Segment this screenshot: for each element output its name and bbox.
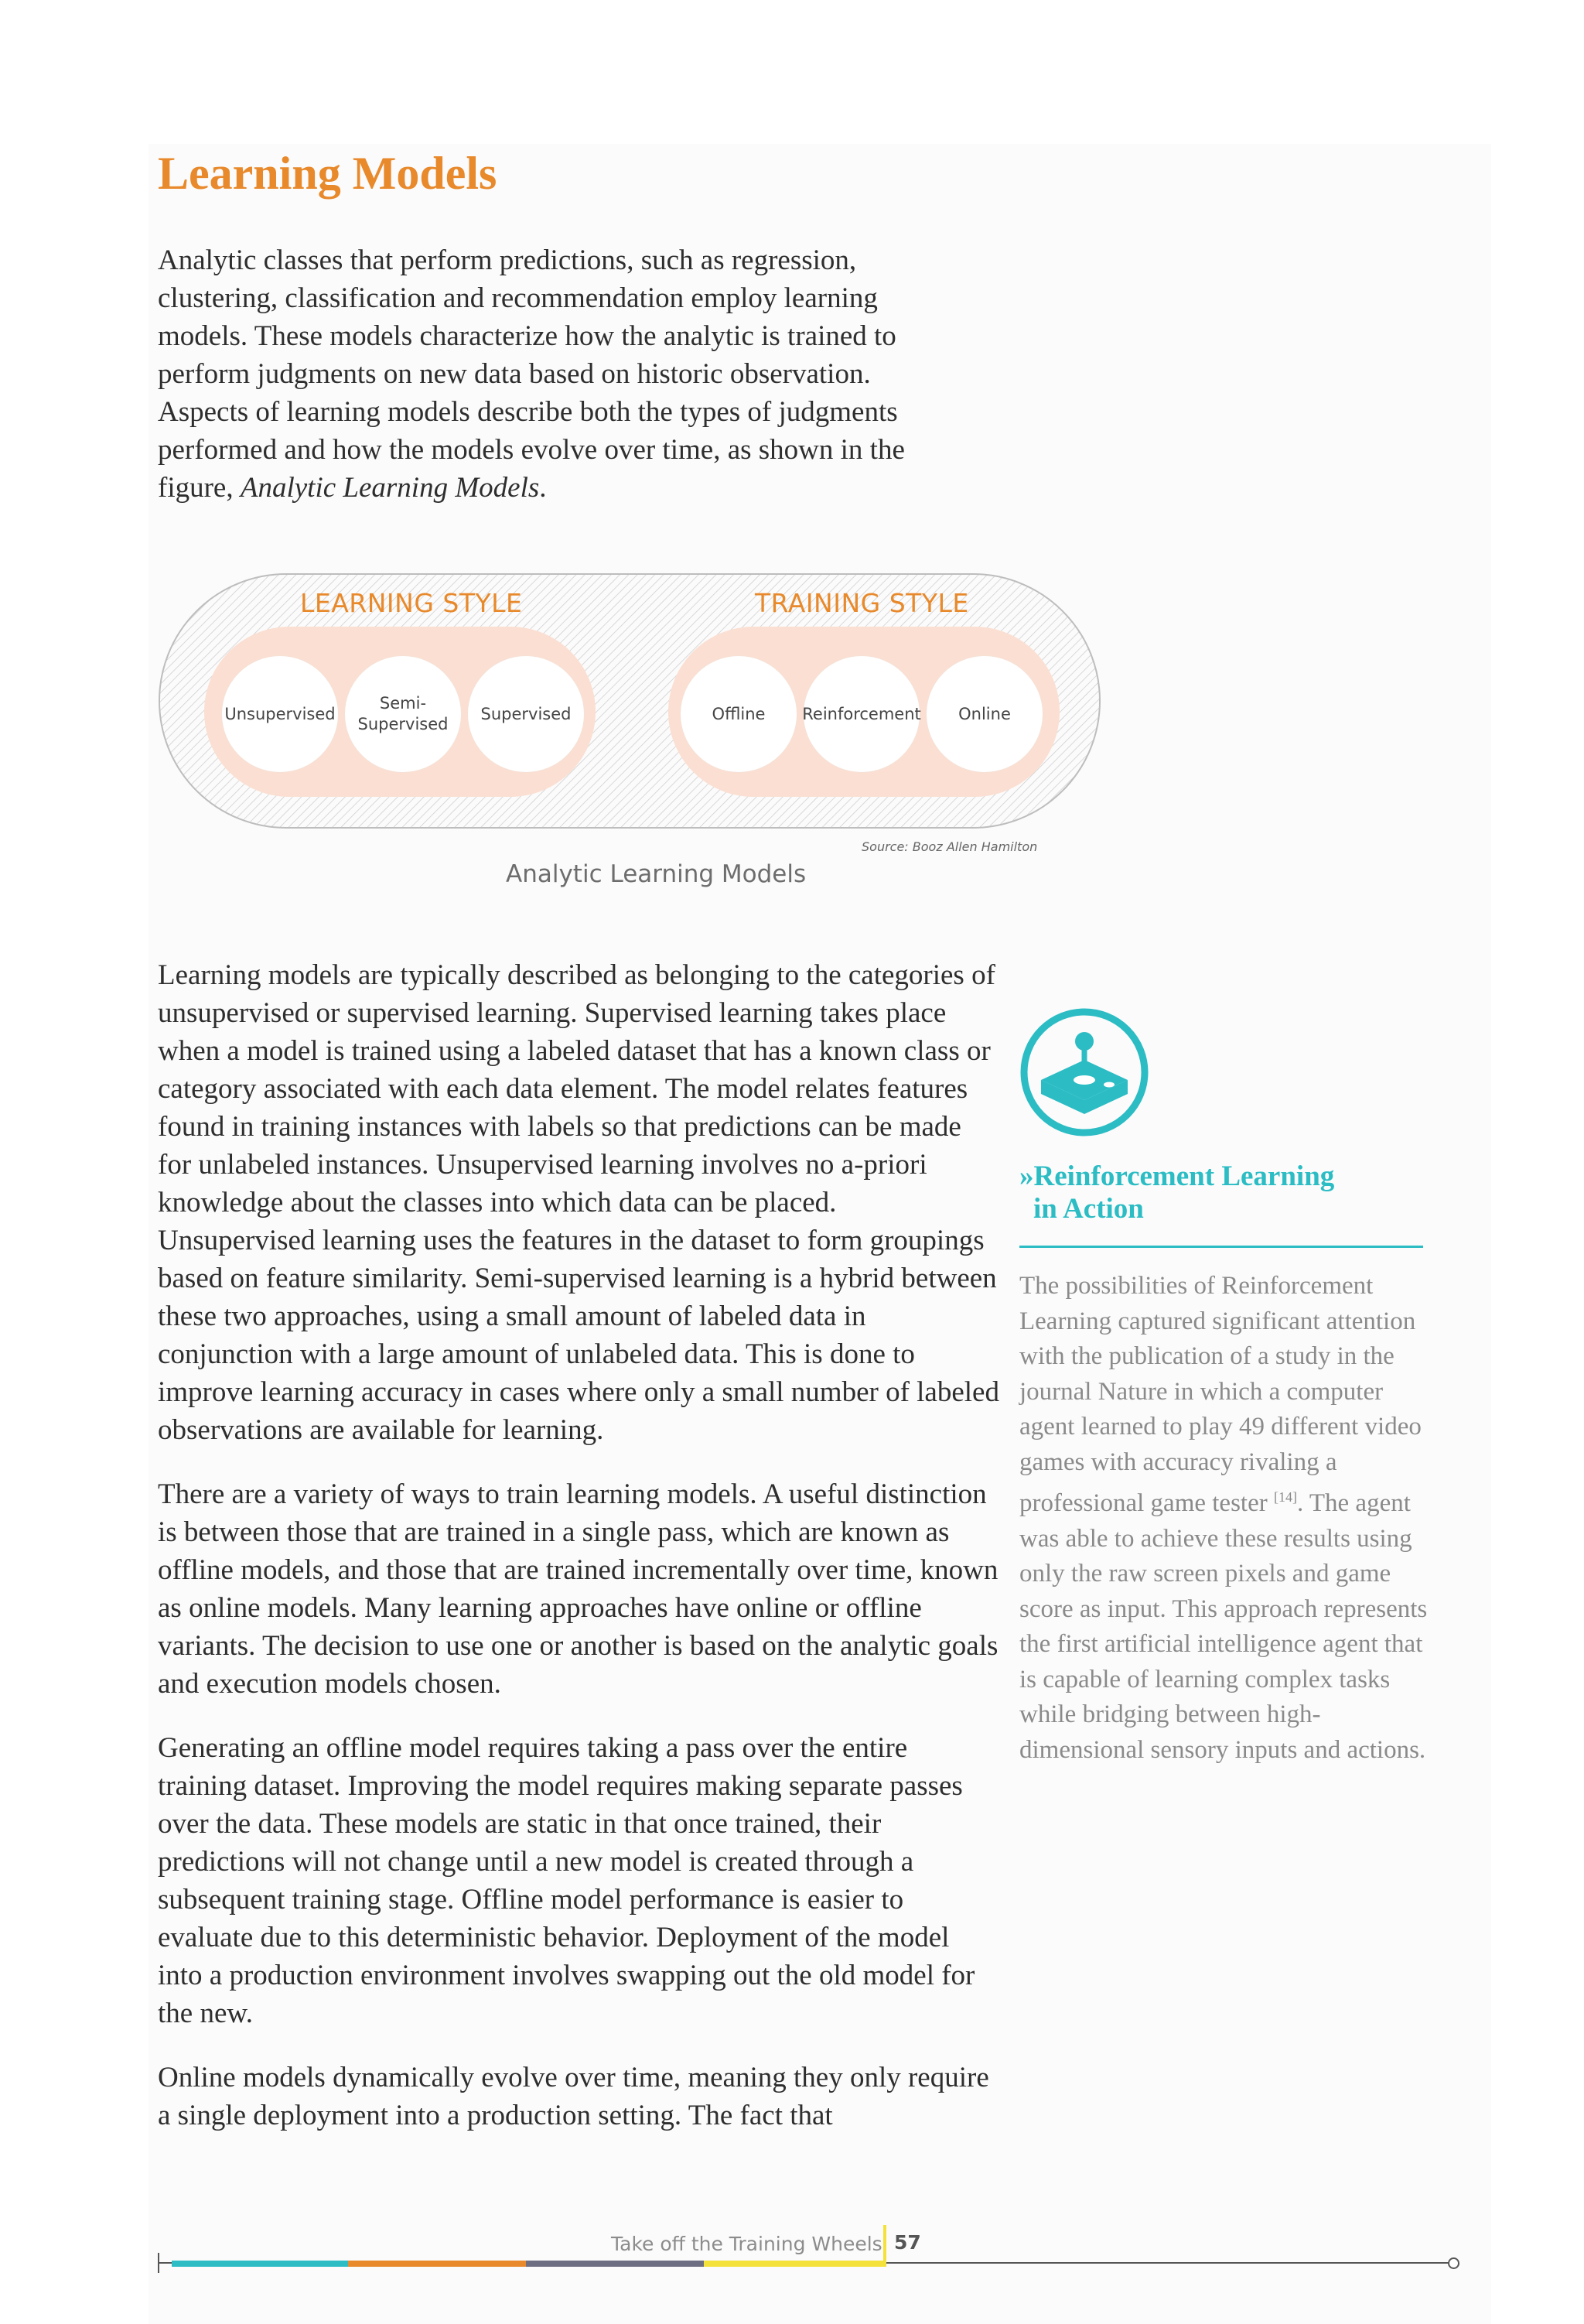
sidebar-text-part1: The possibilities of Reinforcement Learning captured significant attention with the publication of a study in the journal Nature in which a computer agent learned to play 49 different video games with accuracy rivaling a professional game tester	[1019, 1272, 1422, 1517]
footer-title: Take off the Training Wheels	[611, 2233, 882, 2255]
main-text	[158, 956, 1001, 2161]
footer-bar-yellow	[704, 2261, 886, 2267]
sidebar-title-line1: »Reinforcement Learning	[1019, 1160, 1335, 1192]
intro-end: .	[539, 472, 547, 504]
intro-text: Analytic classes that perform predictions, such as regression, clustering, classification and recommendation employ learning models. These models characterize how the analytic is trained to perform judgments on new data based on historic observation. Aspects of learning models describe both the types of judgments performed and how the models evolve over time, as shown in the figure,	[158, 244, 905, 504]
paragraph-1: Learning models are typically described as belonging to the categories of unsupervised or supervised learning. Supervised learning takes place when a model is trained using a labeled dataset that has a known class or category associated with each data element. The model relates features found in training instances with labels so that predictions can be made for unlabeled instances. Unsupervised learning involves no a-priori knowledge about the classes into which data can be placed. Unsupervised learning uses the features in the dataset to form groupings based on feature similarity. Semi-supervised learning is a hybrid between these two approaches, using a small amount of labeled data in conjunction with a large amount of unlabeled data. This is done to improve learning accuracy in cases where only a small number of labeled observations are available for learning.	[158, 959, 999, 1446]
joystick-icon	[1018, 1006, 1151, 1139]
figure-caption: Analytic Learning Models	[506, 860, 807, 888]
node-reinforcement: Reinforcement	[804, 656, 920, 772]
paragraph-4: Online models dynamically evolve over time, meaning they only require a single deployment into a production setting. The fact that	[158, 2062, 989, 2131]
learning-models-figure	[158, 572, 1111, 854]
figure-reference: Analytic Learning Models	[240, 472, 540, 504]
page-title: Learning Models	[158, 148, 497, 199]
learning-style-heading: LEARNING STYLE	[300, 588, 523, 618]
node-online: Online	[927, 656, 1043, 772]
sidebar-title	[1019, 1160, 1437, 1225]
paragraph-2: There are a variety of ways to train learning models. A useful distinction is between those that are trained in a single pass, which are known as offline models, and those that are trained incrementally over time, known as online models. Many learning approaches have online or offline variants. The decision to use one or another is based on the analytic goals and execution models chosen.	[158, 1478, 999, 1700]
footer-separator	[883, 2225, 886, 2265]
paragraph-3: Generating an offline model requires taking a pass over the entire training dataset. Improving the model requires making separate passes over the data. These models are static in that once trained, their predictions will not change until a new model is created through a subsequent training stage. Offline model performance is easier to evaluate due to this deterministic behavior. Deployment of the model into a production environment involves swapping out the old model for the new.	[158, 1732, 975, 2029]
sidebar-text	[1019, 1269, 1437, 1768]
footer-bar-orange	[348, 2261, 526, 2267]
sidebar-citation: [14]	[1273, 1489, 1297, 1505]
node-semi-supervised: Semi- Supervised	[345, 656, 461, 772]
node-offline: Offline	[681, 656, 797, 772]
figure-source: Source: Booz Allen Hamilton	[862, 839, 1038, 854]
page-number: 57	[894, 2231, 921, 2254]
node-unsupervised: Unsupervised	[222, 656, 338, 772]
footer-bar-gray	[526, 2261, 704, 2267]
footer-end-circle	[1448, 2257, 1459, 2269]
intro-paragraph	[158, 241, 939, 533]
sidebar-divider	[1019, 1246, 1423, 1248]
training-style-heading: TRAINING STYLE	[755, 588, 969, 618]
node-supervised: Supervised	[468, 656, 584, 772]
sidebar-title-line2: in Action	[1033, 1193, 1144, 1225]
sidebar-text-part2: . The agent was able to achieve these results using only the raw screen pixels and game score as input. This approach represents the first artificial intelligence agent that is capable of learning complex tasks while bridging between high-dimensional sensory inputs and actions.	[1019, 1489, 1428, 1764]
footer-bar-teal	[172, 2261, 348, 2267]
